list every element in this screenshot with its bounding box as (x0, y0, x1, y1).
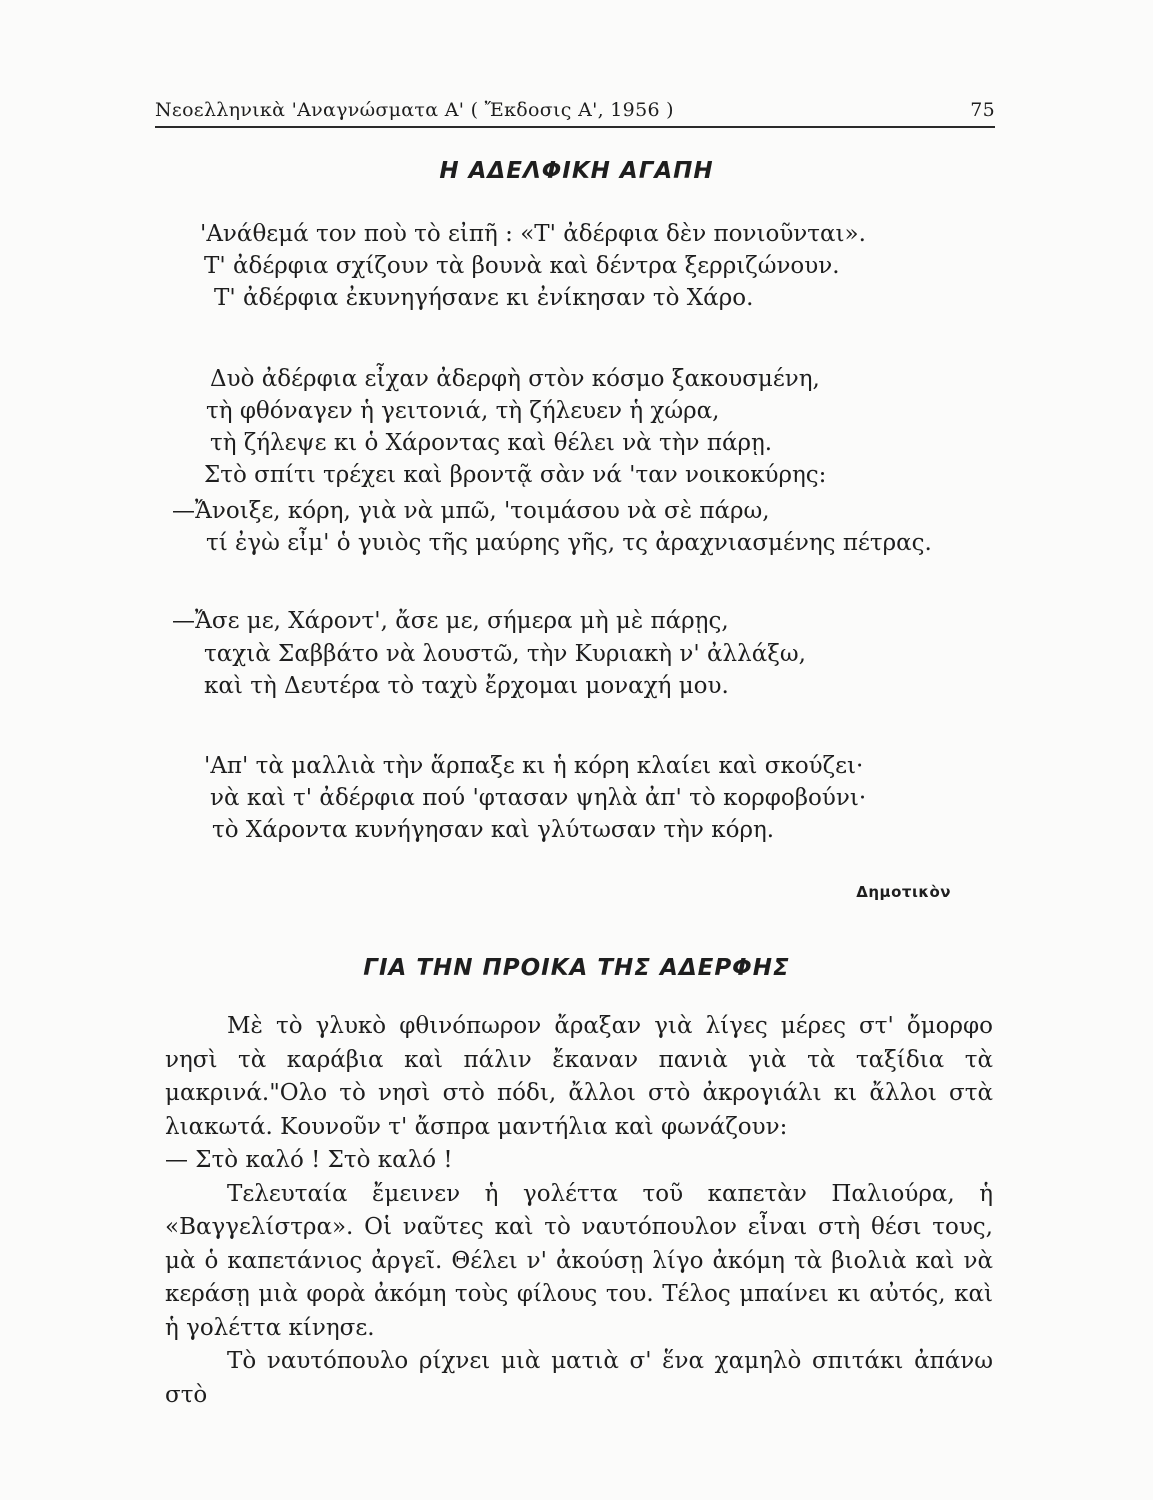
poem-line: 'Απ' τὰ μαλλιὰ τὴν ἅρπαξε κι ἡ κόρη κλαίει καὶ σκούζει· (204, 753, 864, 779)
poem-line: —Ἄσε με, Χάροντ', ἄσε με, σήμερα μὴ μὲ πάρῃς, (172, 608, 729, 634)
poem-line: Τ' ἀδέρφια ἐκυνηγήσανε κι ἐνίκησαν τὸ Χάρο. (214, 285, 754, 311)
poem-title: Η ΑΔΕΛΦΙΚΗ ΑΓΑΠΗ (439, 158, 714, 184)
poem-line: καὶ τὴ Δευτέρα τὸ ταχὺ ἔρχομαι μοναχή μου. (204, 673, 729, 699)
story-title: ΓΙΑ ΤΗΝ ΠΡΟΙΚΑ ΤΗΣ ΑΔΕΡΦΗΣ (363, 955, 790, 981)
poem-line: τὸ Χάροντα κυνήγησαν καὶ γλύτωσαν τὴν κόρη. (212, 817, 775, 843)
story-paragraph: Τὸ ναυτόπουλο ρίχνει μιὰ ματιὰ σ' ἕνα χαμηλὸ σπιτάκι ἀπάνω στὸ (165, 1348, 993, 1408)
story-paragraph: Τελευταία ἔμεινεν ἡ γολέττα τοῦ καπετὰν Παλιούρα, ἡ «Βαγγελίστρα». Οἱ ναῦτες καὶ τὸ ναυτόπουλον εἶναι στὴ θέσι τους, μὰ ὁ καπετάνιος ἀργεῖ. Θέλει ν' ἀκούσῃ λίγο ἀκόμη τὰ βιολιὰ καὶ νὰ κεράσῃ μιὰ φορὰ ἀκόμη τοὺς φίλους του. Τέλος μπαίνει κι αὐτός, καὶ ἡ γολέττα κίνησε. (165, 1180, 993, 1341)
story-paragraph: — Στὸ καλό ! Στὸ καλό ! (165, 1147, 453, 1173)
page-number: 75 (970, 99, 995, 121)
poem-credit: Δημοτικὸν (856, 883, 951, 901)
story-text (165, 1010, 993, 1412)
poem-line: 'Ανάθεμά τον ποὺ τὸ εἰπῆ : «Τ' ἀδέρφια δὲν πονιοῦνται». (200, 221, 866, 247)
story-paragraph: Μὲ τὸ γλυκὸ φθινόπωρον ἄραξαν γιὰ λίγες μέρες στ' ὄμορφο νησὶ τὰ καράβια καὶ πάλιν ἔκαναν πανιὰ γιὰ τὰ ταξίδια τὰ μακρινά."Ολο τὸ νησὶ στὸ πόδι, ἄλλοι στὸ ἀκρογιάλι κι ἄλλοι στὰ λιακωτά. Κουνοῦν τ' ἄσπρα μαντήλια καὶ φωνάζουν: (165, 1013, 993, 1140)
poem-line: Στὸ σπίτι τρέχει καὶ βροντᾷ σὰν νά 'ταν νοικοκύρης: (204, 462, 827, 488)
poem-line: ταχιὰ Σαββάτο νὰ λουστῶ, τὴν Κυριακὴ ν' ἀλλάξω, (204, 641, 806, 667)
poem-line: τὴ φθόναγεν ἡ γειτονιά, τὴ ζήλευεν ἡ χώρα, (206, 398, 720, 424)
poem-line: Τ' ἀδέρφια σχίζουν τὰ βουνὰ καὶ δέντρα ξερριζώνουν. (204, 253, 840, 279)
poem-line: τί ἐγὼ εἶμ' ὁ γυιὸς τῆς μαύρης γῆς, τς ἀραχνιασμένης πέτρας. (206, 530, 932, 556)
header-book-title: Νεοελληνικὰ 'Αναγνώσματα Α' ( Ἔκδοσις Α', 1956 ) (155, 99, 674, 121)
poem-line: τὴ ζήλεψε κι ὁ Χάροντας καὶ θέλει νὰ τὴν πάρῃ. (210, 430, 773, 456)
running-header (155, 96, 995, 128)
poem-line: —Ἄνοιξε, κόρη, γιὰ νὰ μπῶ, 'τοιμάσου νὰ σὲ πάρω, (172, 498, 770, 524)
poem-line: νὰ καὶ τ' ἀδέρφια πού 'φτασαν ψηλὰ ἀπ' τὸ κορφοβούνι· (210, 785, 867, 811)
poem-line: Δυὸ ἀδέρφια εἶχαν ἀδερφὴ στὸν κόσμο ξακουσμένη, (210, 366, 820, 392)
